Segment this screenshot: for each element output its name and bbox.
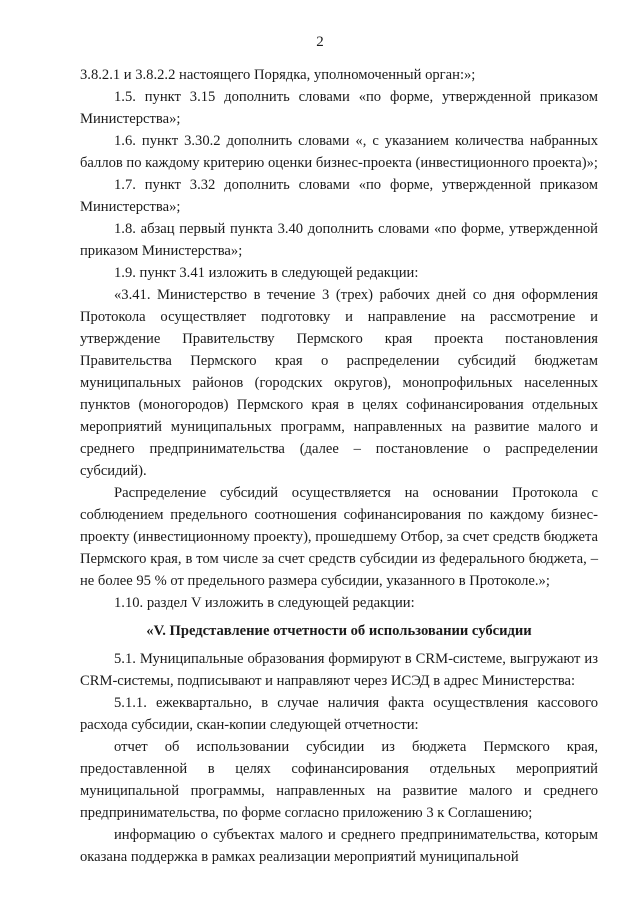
paragraph-item-1-8: 1.8. абзац первый пункта 3.40 дополнить словами «по форме, утвержденной приказом Министерства»; bbox=[80, 221, 598, 259]
document-body bbox=[80, 64, 598, 868]
paragraph-item-1-9: 1.9. пункт 3.41 изложить в следующей редакции: bbox=[114, 265, 419, 281]
paragraph-clause-5-1: 5.1. Муниципальные образования формируют в CRM-системе, выгружают из CRM-системы, подписывают и направляют через ИСЭД в адрес Министерства: bbox=[80, 651, 598, 689]
paragraph-item-1-5: 1.5. пункт 3.15 дополнить словами «по форме, утвержденной приказом Министерства»; bbox=[80, 89, 598, 127]
paragraph-clause-5-1-1: 5.1.1. ежеквартально, в случае наличия факта осуществления кассового расхода субсидии, скан-копии следующей отчетности: bbox=[80, 695, 598, 733]
paragraph-clause-3-41: «3.41. Министерство в течение 3 (трех) рабочих дней со дня оформления Протокола осуществляет подготовку и направление на рассмотрение и утверждение Правительству Пермского края проекта постановления Правительства Пермского края о распределении субсидий бюджетам муниципальных районов (городских округов), монопрофильных населенных пунктов (моногородов) Пермского края в целях софинансирования отдельных мероприятий муниципальных программ, направленных на развитие малого и среднего предпринимательства (далее – постановление о распределении субсидий). bbox=[80, 287, 598, 479]
paragraph-continuation: 3.8.2.1 и 3.8.2.2 настоящего Порядка, уполномоченный орган:»; bbox=[80, 67, 476, 83]
paragraph-information: информацию о субъектах малого и среднего предпринимательства, которым оказана поддержка в рамках реализации мероприятий муниципальной bbox=[80, 827, 598, 865]
paragraph-item-1-6: 1.6. пункт 3.30.2 дополнить словами «, с указанием количества набранных баллов по каждому критерию оценки бизнес-проекта (инвестиционного проекта)»; bbox=[80, 133, 598, 171]
paragraph-report: отчет об использовании субсидии из бюджета Пермского края, предоставленной в целях софинансирования отдельных мероприятий муниципальной программы, направленных на развитие малого и среднего предпринимательства, по форме согласно приложению 3 к Соглашению; bbox=[80, 739, 598, 821]
paragraph-distribution: Распределение субсидий осуществляется на основании Протокола с соблюдением предельного соотношения софинансирования по каждому бизнес-проекту (инвестиционному проекту), прошедшему Отбор, за счет средств бюджета Пермского края, в том числе за счет средств субсидии из федерального бюджета, – не более 95 % от предельного размера субсидии, указанного в Протоколе.»; bbox=[80, 485, 598, 589]
page-number: 2 bbox=[316, 34, 324, 50]
paragraph-item-1-10: 1.10. раздел V изложить в следующей редакции: bbox=[114, 595, 415, 611]
section-heading: «V. Представление отчетности об использовании субсидии bbox=[146, 623, 532, 639]
paragraph-item-1-7: 1.7. пункт 3.32 дополнить словами «по форме, утвержденной приказом Министерства»; bbox=[80, 177, 598, 215]
